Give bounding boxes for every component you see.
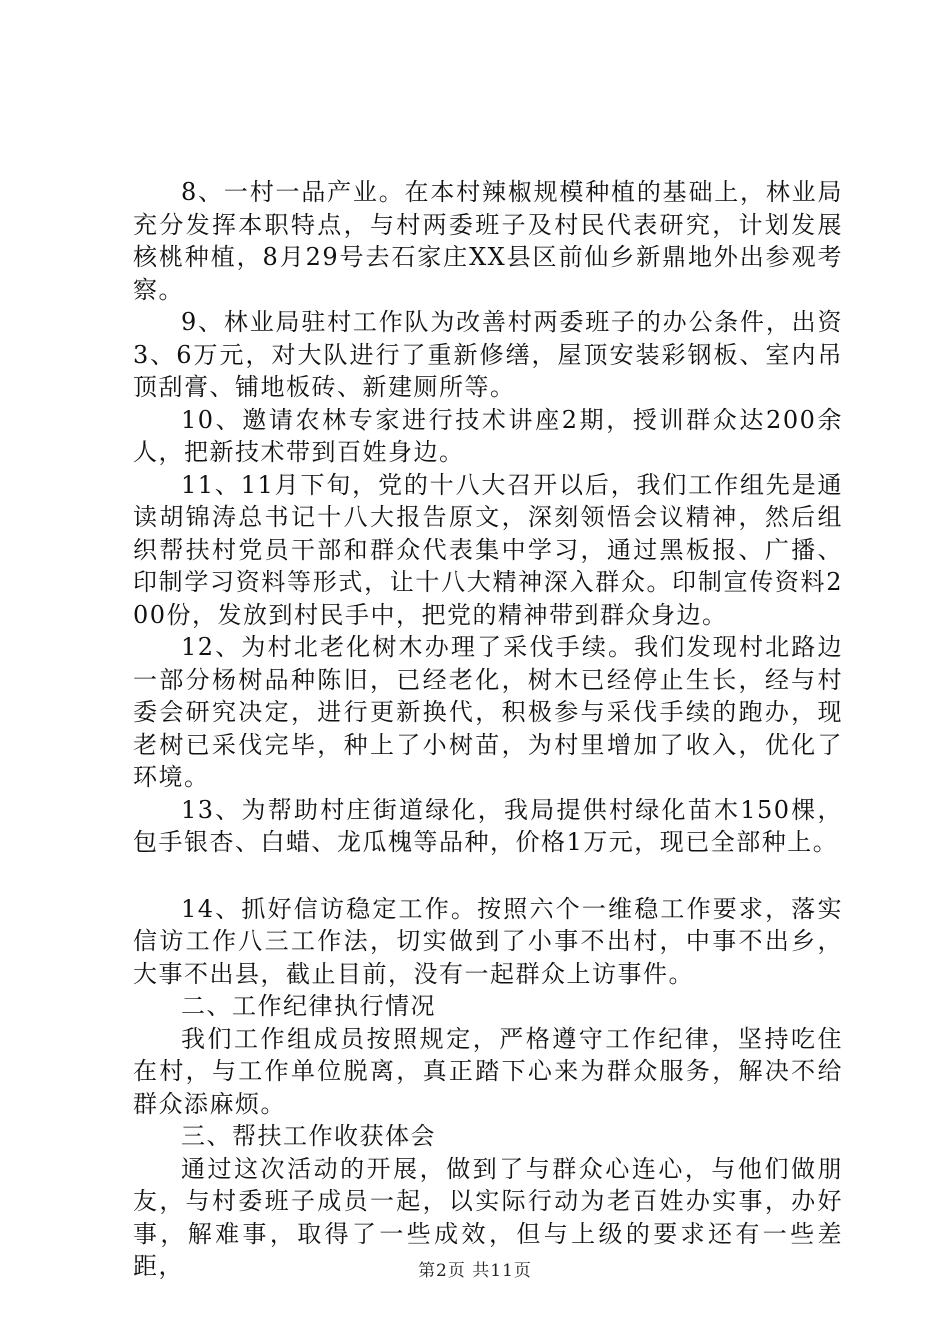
- paragraph-item-13: 13、为帮助村庄街道绿化，我局提供村绿化苗木150棵，包手银杏、白蜡、龙瓜槐等品种，价格1万元，现已全部种上。: [133, 795, 843, 856]
- paragraph-item-14: 14、抓好信访稳定工作。按照六个一维稳工作要求，落实信访工作八三工作法，切实做到了小事不出村，中事不出乡，大事不出县，截止目前，没有一起群众上访事件。: [133, 894, 843, 988]
- paragraph-item-9: 9、林业局驻村工作队为改善村两委班子的办公条件，出资3、6万元，对大队进行了重新修缮，屋顶安装彩钢板、室内吊顶刮膏、铺地板砖、新建厕所等。: [133, 308, 843, 401]
- page-number-footer: 第2页 共11页: [418, 1261, 532, 1281]
- section-body-experience: 通过这次活动的开展，做到了与群众心连心，与他们做朋友，与村委班子成员一起，以实际行动为老百姓办实事，办好事，解难事，取得了一些成效，但与上级的要求还有一些差距，: [133, 1154, 843, 1280]
- paragraph-item-8: 8、一村一品产业。在本村辣椒规模种植的基础上，林业局充分发挥本职特点，与村两委班子及村民代表研究，计划发展核桃种植，8月29号去石家庄XX县区前仙乡新鼎地外出参观考察。: [133, 178, 843, 304]
- paragraph-item-10: 10、邀请农林专家进行技术讲座2期，授训群众达200余人，把新技术带到百姓身边。: [133, 405, 843, 466]
- paragraph-spacer: [133, 859, 843, 893]
- section-heading-discipline: 二、工作纪律执行情况: [181, 992, 436, 1020]
- section-heading-experience: 三、帮扶工作收获体会: [181, 1122, 436, 1150]
- section-body-discipline: 我们工作组成员按照规定，严格遵守工作纪律，坚持吃住在村，与工作单位脱离，真正踏下心来为群众服务，解决不给群众添麻烦。: [133, 1024, 843, 1118]
- paragraph-item-12: 12、为村北老化树木办理了采伐手续。我们发现村北路边一部分杨树品种陈旧，已经老化，树木已经停止生长，经与村委会研究决定，进行更新换代，积极参与采伐手续的跑办，现老树已采伐完毕，种上了小树苗，为村里增加了收入，优化了环境。: [133, 633, 843, 791]
- document-body: [133, 176, 843, 1283]
- paragraph-item-11: 11、11月下旬，党的十八大召开以后，我们工作组先是通读胡锦涛总书记十八大报告原文，深刻领悟会议精神，然后组织帮扶村党员干部和群众代表集中学习，通过黑板报、广播、印制学习资料等形式，让十八大精神深入群众。印制宣传资料200份，发放到村民手中，把党的精神带到群众身边。: [133, 470, 843, 629]
